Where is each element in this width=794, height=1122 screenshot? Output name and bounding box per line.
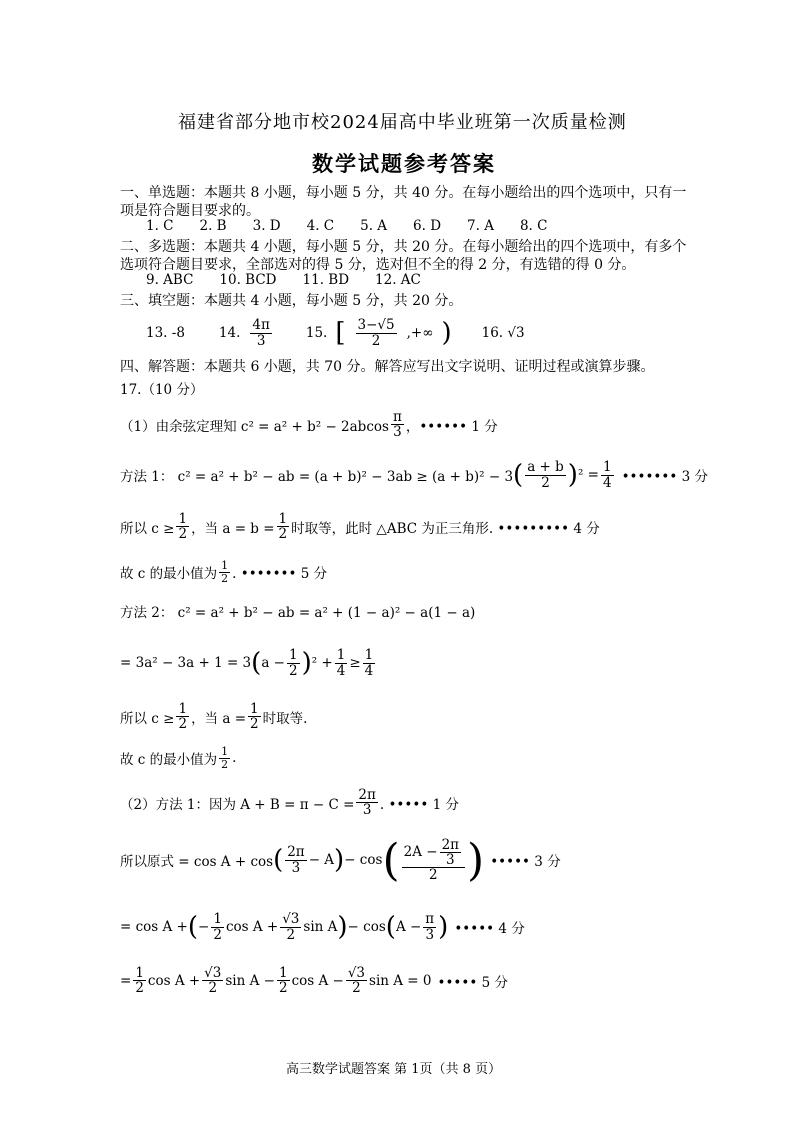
fraction-denominator: 2 [221, 571, 229, 585]
fraction-numerator: 1 [364, 647, 374, 664]
cos-a-plus-text: cos A + [225, 919, 279, 935]
right-paren: ) [301, 648, 312, 678]
equality-condition-text: ，当 a = b = [191, 520, 275, 537]
compound-fraction [402, 838, 465, 883]
answer-14-fraction [250, 318, 271, 347]
answer-4: 4. C [306, 218, 335, 234]
answer-9: 9. ABC [146, 272, 194, 288]
left-paren: ( [385, 912, 396, 942]
right-paren: ) [567, 460, 578, 490]
cos-a-plus-text: cos A + [147, 972, 201, 989]
fraction-denominator: 2 [429, 867, 438, 884]
method-1-expression: 方法 1： c² = a² + b² − ab = (a + b)² − 3ab ≥ (a + b)² − 3 [120, 469, 514, 485]
period: . [232, 750, 237, 767]
fraction-numerator [402, 838, 465, 868]
answer-14-numerator: 4π [252, 317, 270, 334]
score-marker: ••••• 4 分 [454, 921, 525, 937]
fraction-denominator: 2 [178, 716, 188, 733]
min-value-1-line [120, 560, 327, 584]
fraction-numerator: 1 [288, 647, 298, 664]
expansion-1-line [120, 912, 525, 942]
fraction-denominator: 4 [602, 474, 612, 491]
score-marker: . ••••• 1 分 [379, 796, 459, 813]
answer-15-numerator: 3−√5 [357, 317, 395, 334]
sin-a-minus-text: sin A − [225, 972, 275, 989]
answer-8: 8. C [519, 218, 548, 234]
fraction-denominator: 2 [278, 526, 288, 543]
right-paren: ) [334, 845, 345, 875]
half-fraction [133, 966, 146, 995]
section2-heading: 二、多选题：本题共 4 小题，每小题 5 分，共 20 分。在每小题给出的四个选项中，有多个 [120, 239, 687, 255]
cosine-law-text: （1）由余弦定理知 c² = a² + b² − 2abcos [120, 418, 389, 435]
fraction-numerator: √3 [282, 911, 300, 928]
equality-condition-text: ，当 a = [191, 710, 247, 727]
score-marker: ，•••••• 1 分 [405, 418, 498, 435]
answer-5: 5. A [360, 218, 388, 234]
equilateral-text: 时取等，此时 △ABC 为正三角形. ••••••••• 4 分 [291, 520, 600, 537]
answer-15-fraction [356, 318, 397, 347]
one-quarter-fraction [601, 460, 614, 489]
quarter-fraction [363, 648, 376, 677]
original-text: 所以原式 = cos A + cos [120, 854, 274, 870]
fraction-numerator: 2π [287, 844, 305, 861]
left-paren: ( [382, 834, 400, 886]
fraction-numerator: 2π [441, 836, 460, 853]
fraction-numerator: π [392, 409, 402, 425]
page-title: 福建省部分地市校2024届高中毕业班第一次质量检测 [178, 112, 627, 133]
section1-heading: 一、单选题：本题共 8 小题，每小题 5 分，共 40 分。在每小题给出的四个选项中，只有一 [120, 185, 687, 201]
two-pi-over-3-fraction [285, 845, 306, 874]
part-2-line [120, 788, 459, 817]
sqrt3-over-2-fraction [346, 966, 367, 995]
min-value-text: 故 c 的最小值为 [120, 752, 218, 769]
score-marker: ••••• 5 分 [437, 974, 508, 991]
answer-2: 2. B [199, 218, 227, 234]
half-fraction [219, 560, 230, 584]
fraction-denominator: 2 [286, 926, 296, 943]
answer-15-right-paren: ) [441, 318, 452, 348]
fraction-denominator: 2 [135, 980, 144, 997]
geq-sign: ≥ [349, 655, 361, 671]
fraction-numerator: √3 [204, 965, 222, 981]
page-footer: 高三数学试题答案 第 1页（共 8 页） [286, 1062, 502, 1077]
pi-over-3-fraction [391, 410, 404, 439]
score-marker: ••••• 3 分 [490, 854, 561, 870]
fraction-numerator: 1 [213, 911, 222, 928]
fraction-numerator: 2π [358, 787, 376, 803]
fraction-numerator: 1 [221, 559, 229, 572]
solution-step-1 [120, 410, 498, 439]
conclusion-2-line [120, 702, 307, 731]
half-fraction [176, 702, 189, 731]
fraction-numerator: 1 [135, 965, 144, 981]
part-2-text: （2）方法 1：因为 A + B = π − C = [120, 796, 355, 813]
answer-7: 7. A [467, 218, 494, 234]
fraction-denominator: 3 [446, 851, 455, 868]
fraction-numerator: π [425, 911, 435, 928]
answer-16: 16. √3 [481, 325, 525, 341]
two-pi-over-3-fraction [356, 788, 377, 817]
fraction-denominator: 3 [393, 424, 402, 441]
answer-11: 11. BD [302, 272, 350, 288]
sqrt3-over-2-fraction [202, 966, 223, 995]
conclusion-1-line [120, 512, 600, 541]
fraction-denominator: 2 [208, 980, 218, 997]
pi-over-3-fraction [423, 912, 436, 941]
expansion-2-line [120, 966, 508, 995]
section1-answers [146, 218, 547, 234]
expansion-text: = cos A + [120, 919, 188, 935]
answer-15-label: 15. [305, 325, 328, 341]
section3-heading: 三、填空题：本题共 4 小题，每小题 5 分，共 20 分。 [120, 293, 463, 309]
fraction-denominator: 2 [352, 980, 361, 997]
fraction-denominator: 2 [213, 926, 222, 943]
cos-a-minus-text: cos A − [291, 972, 344, 989]
method-1-line [120, 460, 708, 490]
left-paren: ( [187, 912, 199, 942]
minus-cos-text: − cos [347, 919, 386, 935]
two-pi-over-3-fraction [440, 838, 461, 867]
answer-12: 12. AC [375, 272, 421, 288]
half-fraction [277, 966, 290, 995]
right-paren: ) [438, 912, 449, 942]
half-fraction [277, 512, 290, 541]
fraction-numerator: a + b [527, 459, 564, 476]
fraction-denominator: 2 [541, 474, 550, 491]
fraction-numerator: 1 [178, 511, 188, 527]
answer-14-label: 14. [218, 325, 241, 341]
fraction-numerator: 1 [278, 965, 288, 981]
half-fraction [287, 648, 300, 677]
half-fraction [248, 702, 261, 731]
original-expression-line [120, 830, 561, 890]
answer-15-denominator: 2 [371, 332, 381, 349]
half-fraction [176, 512, 189, 541]
so-c-geq-text: 所以 c ≥ [120, 710, 175, 727]
fraction-denominator: 2 [178, 526, 188, 543]
minus-a-text: − A [308, 852, 335, 868]
fraction-denominator: 3 [362, 802, 372, 819]
a-plus-b-over-2-fraction [525, 460, 566, 489]
a-minus-text: a − [261, 655, 285, 671]
answer-3: 3. D [252, 218, 281, 234]
right-paren: ) [337, 912, 348, 942]
left-paren: ( [251, 648, 262, 678]
method-2-expansion [120, 648, 377, 678]
expansion-text: = 3a² − 3a + 1 = 3 [120, 655, 252, 671]
so-c-geq-text: 所以 c ≥ [120, 520, 175, 537]
answer-10: 10. BCD [219, 272, 277, 288]
page-subtitle: 数学试题参考答案 [312, 151, 496, 176]
section4-heading: 四、解答题：本题共 6 小题，共 70 分。解答应写出文字说明、证明过程或演算步骤。 [120, 359, 655, 375]
two-a-minus-text: 2A − [403, 844, 438, 861]
fraction-numerator: 1 [221, 745, 229, 758]
fraction-numerator: 1 [336, 647, 346, 664]
equals-sign: = [120, 972, 132, 989]
fraction-numerator: 1 [178, 701, 188, 717]
sqrt3-over-2-fraction [280, 912, 301, 941]
sin-a-text: sin A [303, 919, 338, 935]
half-fraction [211, 912, 224, 941]
section2-heading-cont: 选项符合题目要求，全部选对的得 5 分，选对但不全的得 2 分，有选错的得 0 分。 [120, 257, 636, 273]
left-paren: ( [513, 460, 524, 490]
right-paren: ) [467, 834, 485, 886]
fraction-numerator: 1 [602, 459, 612, 476]
equality-text: 时取等. [262, 710, 308, 727]
minus-cos-text: − cos [344, 852, 383, 868]
answer-15-tail: ,+∞ [406, 325, 434, 341]
quarter-fraction [335, 648, 348, 677]
answer-15-left-bracket: [ [335, 318, 346, 348]
min-value-2-line [120, 746, 236, 770]
method-1-tail: ² = [577, 467, 599, 483]
score-marker: . ••••••• 5 分 [232, 566, 328, 583]
section2-answers [146, 272, 421, 288]
fraction-denominator: 2 [288, 662, 298, 679]
answer-13: 13. -8 [146, 325, 185, 341]
score-marker: ••••••• 3 分 [621, 469, 708, 485]
fraction-denominator: 2 [221, 757, 229, 771]
question-17-label: 17.（10 分） [120, 382, 204, 398]
squared-plus-text: ² + [311, 655, 333, 671]
min-value-text: 故 c 的最小值为 [120, 566, 218, 583]
method-2-line: 方法 2： c² = a² + b² − ab = a² + (1 − a)² − a(1 − a) [120, 605, 476, 621]
fraction-denominator: 4 [336, 662, 346, 679]
fraction-numerator: 1 [250, 701, 259, 717]
answer-14-denominator: 3 [256, 332, 266, 349]
fraction-denominator: 3 [291, 859, 301, 876]
a-minus-text: A − [395, 919, 422, 935]
left-paren: ( [273, 845, 284, 875]
fraction-denominator: 2 [278, 980, 288, 997]
section1-heading-cont: 项是符合题目要求的。 [120, 203, 260, 219]
fraction-numerator: √3 [347, 965, 366, 981]
fraction-denominator: 4 [364, 662, 374, 679]
fraction-denominator: 3 [425, 926, 435, 943]
fraction-denominator: 2 [250, 716, 259, 733]
half-fraction [219, 746, 230, 770]
fraction-numerator: 1 [278, 511, 288, 527]
answer-1: 1. C [146, 218, 174, 234]
minus-sign: − [198, 919, 210, 935]
sin-a-zero-text: sin A = 0 [369, 972, 432, 989]
section3-answers [146, 312, 525, 354]
answer-6: 6. D [413, 218, 442, 234]
